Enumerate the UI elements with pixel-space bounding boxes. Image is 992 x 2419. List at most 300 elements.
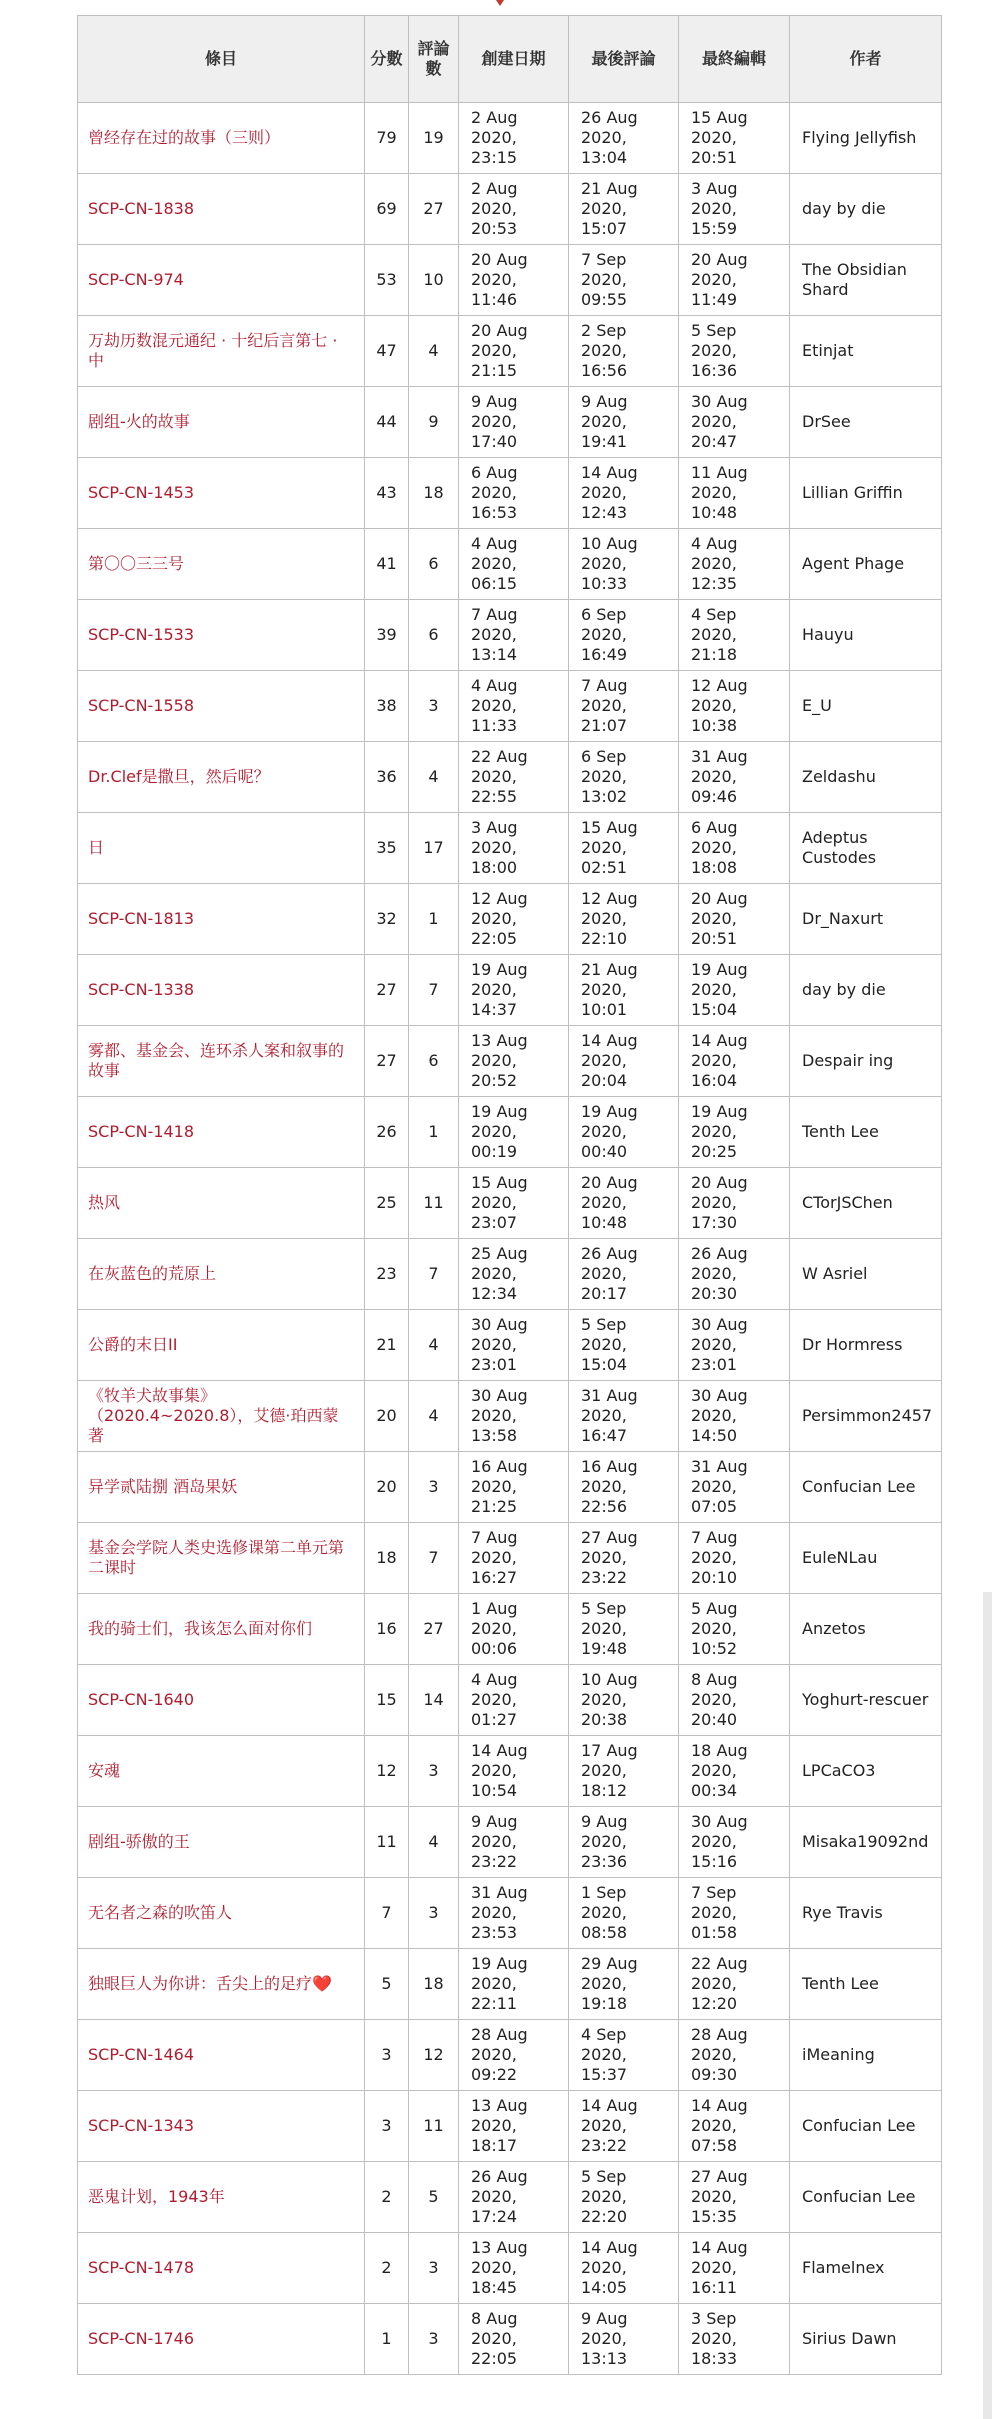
comments-cell: 11 bbox=[409, 2091, 459, 2162]
score-cell: 25 bbox=[365, 1168, 409, 1239]
last-edit-date-cell: 22 Aug 2020, 12:20 bbox=[679, 1949, 790, 2020]
last-comment-date-cell: 14 Aug 2020, 14:05 bbox=[569, 2233, 679, 2304]
page-title-link[interactable]: SCP-CN-1558 bbox=[88, 696, 195, 715]
last-edit-date-cell: 11 Aug 2020, 10:48 bbox=[679, 458, 790, 529]
created-date-cell: 31 Aug 2020, 23:53 bbox=[459, 1878, 569, 1949]
score-cell: 7 bbox=[365, 1878, 409, 1949]
score-cell: 26 bbox=[365, 1097, 409, 1168]
score-cell: 5 bbox=[365, 1949, 409, 2020]
score-cell: 38 bbox=[365, 671, 409, 742]
comments-cell: 19 bbox=[409, 103, 459, 174]
title-cell bbox=[78, 387, 365, 458]
author-cell: Etinjat bbox=[790, 316, 942, 387]
table-row bbox=[78, 1736, 942, 1807]
comments-cell: 27 bbox=[409, 174, 459, 245]
table-row bbox=[78, 1097, 942, 1168]
title-cell bbox=[78, 1310, 365, 1381]
page-title-link[interactable]: SCP-CN-1464 bbox=[88, 2045, 195, 2064]
col-header-score[interactable]: 分數 bbox=[365, 16, 409, 103]
comments-cell: 1 bbox=[409, 1097, 459, 1168]
score-cell: 47 bbox=[365, 316, 409, 387]
created-date-cell: 28 Aug 2020, 09:22 bbox=[459, 2020, 569, 2091]
comments-cell: 9 bbox=[409, 387, 459, 458]
author-cell: EuleNLau bbox=[790, 1523, 942, 1594]
created-date-cell: 20 Aug 2020, 21:15 bbox=[459, 316, 569, 387]
score-cell: 23 bbox=[365, 1239, 409, 1310]
col-header-created[interactable]: 創建日期 bbox=[459, 16, 569, 103]
created-date-cell: 30 Aug 2020, 13:58 bbox=[459, 1381, 569, 1452]
title-cell bbox=[78, 2091, 365, 2162]
last-edit-date-cell: 4 Aug 2020, 12:35 bbox=[679, 529, 790, 600]
score-cell: 27 bbox=[365, 955, 409, 1026]
table-row bbox=[78, 1949, 942, 2020]
score-cell: 2 bbox=[365, 2162, 409, 2233]
comments-cell: 10 bbox=[409, 245, 459, 316]
score-cell: 43 bbox=[365, 458, 409, 529]
table-row bbox=[78, 1310, 942, 1381]
page-title-link[interactable]: SCP-CN-1838 bbox=[88, 199, 195, 218]
author-cell: Agent Phage bbox=[790, 529, 942, 600]
comments-cell: 7 bbox=[409, 1239, 459, 1310]
author-cell: Flamelnex bbox=[790, 2233, 942, 2304]
last-edit-date-cell: 7 Sep 2020, 01:58 bbox=[679, 1878, 790, 1949]
table-row bbox=[78, 103, 942, 174]
page-title-link[interactable]: 日 bbox=[88, 838, 105, 857]
table-row bbox=[78, 1665, 942, 1736]
last-edit-date-cell: 19 Aug 2020, 15:04 bbox=[679, 955, 790, 1026]
table-row bbox=[78, 1878, 942, 1949]
page-title-link[interactable]: 在灰蓝色的荒原上 bbox=[88, 1264, 217, 1283]
page-title-link[interactable]: 《牧羊犬故事集》（2020.4~2020.8），艾德·珀西蒙著 bbox=[88, 1386, 339, 1445]
title-cell bbox=[78, 316, 365, 387]
last-edit-date-cell: 3 Sep 2020, 18:33 bbox=[679, 2304, 790, 2375]
col-header-last-edit[interactable]: 最終編輯 bbox=[679, 16, 790, 103]
title-cell bbox=[78, 671, 365, 742]
created-date-cell: 25 Aug 2020, 12:34 bbox=[459, 1239, 569, 1310]
author-cell: day by die bbox=[790, 174, 942, 245]
score-cell: 79 bbox=[365, 103, 409, 174]
page-title-link[interactable]: 恶鬼计划，1943年 bbox=[88, 2187, 225, 2206]
last-edit-date-cell: 27 Aug 2020, 15:35 bbox=[679, 2162, 790, 2233]
title-cell bbox=[78, 955, 365, 1026]
created-date-cell: 4 Aug 2020, 01:27 bbox=[459, 1665, 569, 1736]
last-edit-date-cell: 31 Aug 2020, 09:46 bbox=[679, 742, 790, 813]
table-row bbox=[78, 1168, 942, 1239]
comments-cell: 4 bbox=[409, 1807, 459, 1878]
page-title-link[interactable]: 异学贰陆捌 酒岛果妖 bbox=[88, 1477, 238, 1496]
last-edit-date-cell: 14 Aug 2020, 16:11 bbox=[679, 2233, 790, 2304]
title-cell bbox=[78, 1807, 365, 1878]
comments-cell: 3 bbox=[409, 1736, 459, 1807]
score-cell: 21 bbox=[365, 1310, 409, 1381]
last-comment-date-cell: 9 Aug 2020, 19:41 bbox=[569, 387, 679, 458]
last-edit-date-cell: 30 Aug 2020, 23:01 bbox=[679, 1310, 790, 1381]
last-comment-date-cell: 21 Aug 2020, 10:01 bbox=[569, 955, 679, 1026]
author-cell: Adeptus Custodes bbox=[790, 813, 942, 884]
page-title-link[interactable]: 安魂 bbox=[88, 1761, 121, 1780]
title-cell bbox=[78, 245, 365, 316]
page-title-link[interactable]: SCP-CN-974 bbox=[88, 270, 184, 289]
score-cell: 35 bbox=[365, 813, 409, 884]
created-date-cell: 19 Aug 2020, 00:19 bbox=[459, 1097, 569, 1168]
table-row bbox=[78, 2304, 942, 2375]
comments-cell: 7 bbox=[409, 1523, 459, 1594]
comments-cell: 12 bbox=[409, 2020, 459, 2091]
score-cell: 32 bbox=[365, 884, 409, 955]
author-cell: W Asriel bbox=[790, 1239, 942, 1310]
page-title-link[interactable]: SCP-CN-1746 bbox=[88, 2329, 195, 2348]
last-edit-date-cell: 26 Aug 2020, 20:30 bbox=[679, 1239, 790, 1310]
author-cell: Dr Hormress bbox=[790, 1310, 942, 1381]
page-title-link[interactable]: SCP-CN-1418 bbox=[88, 1122, 195, 1141]
title-cell bbox=[78, 600, 365, 671]
comments-cell: 18 bbox=[409, 458, 459, 529]
page-title-link[interactable]: SCP-CN-1640 bbox=[88, 1690, 195, 1709]
last-edit-date-cell: 4 Sep 2020, 21:18 bbox=[679, 600, 790, 671]
title-cell bbox=[78, 103, 365, 174]
last-comment-date-cell: 27 Aug 2020, 23:22 bbox=[569, 1523, 679, 1594]
page-title-link[interactable]: SCP-CN-1338 bbox=[88, 980, 195, 999]
last-comment-date-cell: 15 Aug 2020, 02:51 bbox=[569, 813, 679, 884]
author-cell: Zeldashu bbox=[790, 742, 942, 813]
score-cell: 53 bbox=[365, 245, 409, 316]
author-cell: Confucian Lee bbox=[790, 2162, 942, 2233]
score-cell: 41 bbox=[365, 529, 409, 600]
title-cell bbox=[78, 1736, 365, 1807]
last-edit-date-cell: 20 Aug 2020, 17:30 bbox=[679, 1168, 790, 1239]
last-comment-date-cell: 9 Aug 2020, 23:36 bbox=[569, 1807, 679, 1878]
table-row bbox=[78, 1239, 942, 1310]
score-cell: 18 bbox=[365, 1523, 409, 1594]
last-edit-date-cell: 14 Aug 2020, 07:58 bbox=[679, 2091, 790, 2162]
author-cell: Tenth Lee bbox=[790, 1097, 942, 1168]
table-row bbox=[78, 316, 942, 387]
last-comment-date-cell: 21 Aug 2020, 15:07 bbox=[569, 174, 679, 245]
created-date-cell: 30 Aug 2020, 23:01 bbox=[459, 1310, 569, 1381]
score-cell: 44 bbox=[365, 387, 409, 458]
title-cell bbox=[78, 742, 365, 813]
last-edit-date-cell: 30 Aug 2020, 15:16 bbox=[679, 1807, 790, 1878]
comments-cell: 6 bbox=[409, 529, 459, 600]
comments-cell: 3 bbox=[409, 1452, 459, 1523]
created-date-cell: 2 Aug 2020, 23:15 bbox=[459, 103, 569, 174]
last-comment-date-cell: 5 Sep 2020, 22:20 bbox=[569, 2162, 679, 2233]
scrollbar-track[interactable] bbox=[983, 1592, 992, 2419]
last-comment-date-cell: 9 Aug 2020, 13:13 bbox=[569, 2304, 679, 2375]
created-date-cell: 6 Aug 2020, 16:53 bbox=[459, 458, 569, 529]
created-date-cell: 4 Aug 2020, 06:15 bbox=[459, 529, 569, 600]
title-cell bbox=[78, 1168, 365, 1239]
last-comment-date-cell: 1 Sep 2020, 08:58 bbox=[569, 1878, 679, 1949]
table-row bbox=[78, 1452, 942, 1523]
title-cell bbox=[78, 1381, 365, 1452]
table-row bbox=[78, 742, 942, 813]
table-row bbox=[78, 600, 942, 671]
title-cell bbox=[78, 1878, 365, 1949]
author-cell: LPCaCO3 bbox=[790, 1736, 942, 1807]
comments-cell: 6 bbox=[409, 600, 459, 671]
last-comment-date-cell: 14 Aug 2020, 20:04 bbox=[569, 1026, 679, 1097]
table-row bbox=[78, 813, 942, 884]
created-date-cell: 4 Aug 2020, 11:33 bbox=[459, 671, 569, 742]
author-cell: E_U bbox=[790, 671, 942, 742]
last-edit-date-cell: 14 Aug 2020, 16:04 bbox=[679, 1026, 790, 1097]
top-arrow-icon bbox=[496, 0, 504, 6]
created-date-cell: 8 Aug 2020, 22:05 bbox=[459, 2304, 569, 2375]
comments-cell: 18 bbox=[409, 1949, 459, 2020]
page-title-link[interactable]: 剧组-骄傲的王 bbox=[88, 1832, 190, 1851]
created-date-cell: 13 Aug 2020, 18:17 bbox=[459, 2091, 569, 2162]
author-cell: Hauyu bbox=[790, 600, 942, 671]
score-cell: 20 bbox=[365, 1452, 409, 1523]
author-cell: Flying Jellyfish bbox=[790, 103, 942, 174]
table-row bbox=[78, 671, 942, 742]
table-row bbox=[78, 174, 942, 245]
table-body bbox=[78, 103, 942, 2375]
score-cell: 27 bbox=[365, 1026, 409, 1097]
comments-cell: 3 bbox=[409, 2233, 459, 2304]
last-edit-date-cell: 20 Aug 2020, 11:49 bbox=[679, 245, 790, 316]
last-edit-date-cell: 5 Aug 2020, 10:52 bbox=[679, 1594, 790, 1665]
title-cell bbox=[78, 1239, 365, 1310]
author-cell: Persimmon2457 bbox=[790, 1381, 942, 1452]
last-comment-date-cell: 2 Sep 2020, 16:56 bbox=[569, 316, 679, 387]
page-title-link[interactable]: 公爵的末日II bbox=[88, 1335, 178, 1354]
last-edit-date-cell: 20 Aug 2020, 20:51 bbox=[679, 884, 790, 955]
created-date-cell: 3 Aug 2020, 18:00 bbox=[459, 813, 569, 884]
author-cell: Despair ing bbox=[790, 1026, 942, 1097]
title-cell bbox=[78, 1452, 365, 1523]
table-row bbox=[78, 884, 942, 955]
last-comment-date-cell: 31 Aug 2020, 16:47 bbox=[569, 1381, 679, 1452]
last-edit-date-cell: 5 Sep 2020, 16:36 bbox=[679, 316, 790, 387]
table-row bbox=[78, 1523, 942, 1594]
author-cell: Misaka19092nd bbox=[790, 1807, 942, 1878]
page-title-link[interactable]: 第〇〇三三号 bbox=[88, 554, 185, 573]
created-date-cell: 1 Aug 2020, 00:06 bbox=[459, 1594, 569, 1665]
author-cell: day by die bbox=[790, 955, 942, 1026]
table-row bbox=[78, 1594, 942, 1665]
created-date-cell: 13 Aug 2020, 18:45 bbox=[459, 2233, 569, 2304]
col-header-author[interactable]: 作者 bbox=[790, 16, 942, 103]
title-cell bbox=[78, 1097, 365, 1168]
table-row bbox=[78, 245, 942, 316]
last-comment-date-cell: 19 Aug 2020, 00:40 bbox=[569, 1097, 679, 1168]
page-title-link[interactable]: 剧组-火的故事 bbox=[88, 412, 190, 431]
title-cell bbox=[78, 2162, 365, 2233]
comments-cell: 11 bbox=[409, 1168, 459, 1239]
page-title-link[interactable]: 雾都、基金会、连环杀人案和叙事的故事 bbox=[88, 1041, 345, 1080]
page-title-link[interactable]: Dr.Clef是撒旦，然后呢？ bbox=[88, 767, 270, 786]
created-date-cell: 13 Aug 2020, 20:52 bbox=[459, 1026, 569, 1097]
created-date-cell: 9 Aug 2020, 23:22 bbox=[459, 1807, 569, 1878]
last-edit-date-cell: 31 Aug 2020, 07:05 bbox=[679, 1452, 790, 1523]
comments-cell: 4 bbox=[409, 1310, 459, 1381]
created-date-cell: 22 Aug 2020, 22:55 bbox=[459, 742, 569, 813]
page-title-link[interactable]: 基金会学院人类史选修课第二单元第二课时 bbox=[88, 1538, 345, 1577]
comments-cell: 1 bbox=[409, 884, 459, 955]
last-comment-date-cell: 20 Aug 2020, 10:48 bbox=[569, 1168, 679, 1239]
last-comment-date-cell: 6 Sep 2020, 16:49 bbox=[569, 600, 679, 671]
last-comment-date-cell: 7 Aug 2020, 21:07 bbox=[569, 671, 679, 742]
author-cell: Dr_Naxurt bbox=[790, 884, 942, 955]
page-title-link[interactable]: SCP-CN-1813 bbox=[88, 909, 195, 928]
created-date-cell: 16 Aug 2020, 21:25 bbox=[459, 1452, 569, 1523]
last-edit-date-cell: 18 Aug 2020, 00:34 bbox=[679, 1736, 790, 1807]
created-date-cell: 15 Aug 2020, 23:07 bbox=[459, 1168, 569, 1239]
last-edit-date-cell: 3 Aug 2020, 15:59 bbox=[679, 174, 790, 245]
page-title-link[interactable]: SCP-CN-1533 bbox=[88, 625, 195, 644]
title-cell bbox=[78, 884, 365, 955]
col-header-last-comment[interactable]: 最後評論 bbox=[569, 16, 679, 103]
table-row bbox=[78, 458, 942, 529]
comments-cell: 17 bbox=[409, 813, 459, 884]
page-title-link[interactable]: 曾经存在过的故事（三则） bbox=[88, 128, 281, 147]
title-cell bbox=[78, 813, 365, 884]
created-date-cell: 19 Aug 2020, 14:37 bbox=[459, 955, 569, 1026]
comments-cell: 4 bbox=[409, 742, 459, 813]
last-comment-date-cell: 12 Aug 2020, 22:10 bbox=[569, 884, 679, 955]
author-cell: Yoghurt-rescuer bbox=[790, 1665, 942, 1736]
comments-cell: 6 bbox=[409, 1026, 459, 1097]
score-cell: 3 bbox=[365, 2091, 409, 2162]
table-header-row bbox=[78, 16, 942, 103]
title-cell bbox=[78, 2020, 365, 2091]
created-date-cell: 20 Aug 2020, 11:46 bbox=[459, 245, 569, 316]
col-header-comments[interactable]: 評論數 bbox=[409, 16, 459, 103]
last-comment-date-cell: 10 Aug 2020, 20:38 bbox=[569, 1665, 679, 1736]
last-edit-date-cell: 19 Aug 2020, 20:25 bbox=[679, 1097, 790, 1168]
title-cell bbox=[78, 1523, 365, 1594]
title-cell bbox=[78, 1026, 365, 1097]
comments-cell: 3 bbox=[409, 1878, 459, 1949]
author-cell: Rye Travis bbox=[790, 1878, 942, 1949]
page-title-link[interactable]: SCP-CN-1453 bbox=[88, 483, 195, 502]
last-comment-date-cell: 16 Aug 2020, 22:56 bbox=[569, 1452, 679, 1523]
table-row bbox=[78, 1807, 942, 1878]
last-edit-date-cell: 15 Aug 2020, 20:51 bbox=[679, 103, 790, 174]
score-cell: 1 bbox=[365, 2304, 409, 2375]
table-row bbox=[78, 2020, 942, 2091]
last-comment-date-cell: 5 Sep 2020, 19:48 bbox=[569, 1594, 679, 1665]
title-cell bbox=[78, 174, 365, 245]
last-edit-date-cell: 12 Aug 2020, 10:38 bbox=[679, 671, 790, 742]
table-row bbox=[78, 955, 942, 1026]
page-title-link[interactable]: 我的骑士们，我该怎么面对你们 bbox=[88, 1619, 313, 1638]
table-row bbox=[78, 387, 942, 458]
comments-cell: 5 bbox=[409, 2162, 459, 2233]
comments-cell: 27 bbox=[409, 1594, 459, 1665]
last-comment-date-cell: 14 Aug 2020, 23:22 bbox=[569, 2091, 679, 2162]
author-cell: DrSee bbox=[790, 387, 942, 458]
last-edit-date-cell: 7 Aug 2020, 20:10 bbox=[679, 1523, 790, 1594]
created-date-cell: 9 Aug 2020, 17:40 bbox=[459, 387, 569, 458]
created-date-cell: 26 Aug 2020, 17:24 bbox=[459, 2162, 569, 2233]
author-cell: The Obsidian Shard bbox=[790, 245, 942, 316]
page-title-link[interactable]: SCP-CN-1478 bbox=[88, 2258, 195, 2277]
score-cell: 12 bbox=[365, 1736, 409, 1807]
title-cell bbox=[78, 2304, 365, 2375]
author-cell: CTorJSChen bbox=[790, 1168, 942, 1239]
last-comment-date-cell: 10 Aug 2020, 10:33 bbox=[569, 529, 679, 600]
table-row bbox=[78, 1026, 942, 1097]
last-comment-date-cell: 29 Aug 2020, 19:18 bbox=[569, 1949, 679, 2020]
title-cell bbox=[78, 529, 365, 600]
score-cell: 15 bbox=[365, 1665, 409, 1736]
score-cell: 39 bbox=[365, 600, 409, 671]
title-cell bbox=[78, 458, 365, 529]
table-row bbox=[78, 529, 942, 600]
last-edit-date-cell: 30 Aug 2020, 14:50 bbox=[679, 1381, 790, 1452]
score-cell: 20 bbox=[365, 1381, 409, 1452]
score-cell: 16 bbox=[365, 1594, 409, 1665]
score-cell: 11 bbox=[365, 1807, 409, 1878]
last-edit-date-cell: 30 Aug 2020, 20:47 bbox=[679, 387, 790, 458]
author-cell: Confucian Lee bbox=[790, 2091, 942, 2162]
comments-cell: 14 bbox=[409, 1665, 459, 1736]
title-cell bbox=[78, 1949, 365, 2020]
last-edit-date-cell: 6 Aug 2020, 18:08 bbox=[679, 813, 790, 884]
comments-cell: 4 bbox=[409, 316, 459, 387]
author-cell: Confucian Lee bbox=[790, 1452, 942, 1523]
last-comment-date-cell: 17 Aug 2020, 18:12 bbox=[569, 1736, 679, 1807]
page-title-link[interactable]: 独眼巨人为你讲：舌尖上的足疗❤️ bbox=[88, 1974, 332, 1993]
score-cell: 36 bbox=[365, 742, 409, 813]
page-title-link[interactable]: 热风 bbox=[88, 1193, 121, 1212]
created-date-cell: 7 Aug 2020, 16:27 bbox=[459, 1523, 569, 1594]
created-date-cell: 12 Aug 2020, 22:05 bbox=[459, 884, 569, 955]
score-cell: 2 bbox=[365, 2233, 409, 2304]
page-title-link[interactable]: 万劫历数混元通纪 · 十纪后言第七 · 中 bbox=[88, 331, 338, 370]
last-comment-date-cell: 14 Aug 2020, 12:43 bbox=[569, 458, 679, 529]
table-row bbox=[78, 1381, 942, 1452]
last-comment-date-cell: 5 Sep 2020, 15:04 bbox=[569, 1310, 679, 1381]
author-cell: Sirius Dawn bbox=[790, 2304, 942, 2375]
last-edit-date-cell: 28 Aug 2020, 09:30 bbox=[679, 2020, 790, 2091]
last-comment-date-cell: 26 Aug 2020, 13:04 bbox=[569, 103, 679, 174]
last-edit-date-cell: 8 Aug 2020, 20:40 bbox=[679, 1665, 790, 1736]
comments-cell: 7 bbox=[409, 955, 459, 1026]
title-cell bbox=[78, 1594, 365, 1665]
table-row bbox=[78, 2091, 942, 2162]
author-cell: Anzetos bbox=[790, 1594, 942, 1665]
score-cell: 69 bbox=[365, 174, 409, 245]
col-header-title[interactable]: 條目 bbox=[78, 16, 365, 103]
score-cell: 3 bbox=[365, 2020, 409, 2091]
last-comment-date-cell: 4 Sep 2020, 15:37 bbox=[569, 2020, 679, 2091]
table-row bbox=[78, 2162, 942, 2233]
page-title-link[interactable]: 无名者之森的吹笛人 bbox=[88, 1903, 233, 1922]
created-date-cell: 7 Aug 2020, 13:14 bbox=[459, 600, 569, 671]
comments-cell: 3 bbox=[409, 2304, 459, 2375]
created-date-cell: 14 Aug 2020, 10:54 bbox=[459, 1736, 569, 1807]
last-comment-date-cell: 26 Aug 2020, 20:17 bbox=[569, 1239, 679, 1310]
author-cell: Lillian Griffin bbox=[790, 458, 942, 529]
created-date-cell: 2 Aug 2020, 20:53 bbox=[459, 174, 569, 245]
table-row bbox=[78, 2233, 942, 2304]
comments-cell: 4 bbox=[409, 1381, 459, 1452]
title-cell bbox=[78, 1665, 365, 1736]
created-date-cell: 19 Aug 2020, 22:11 bbox=[459, 1949, 569, 2020]
last-comment-date-cell: 7 Sep 2020, 09:55 bbox=[569, 245, 679, 316]
last-comment-date-cell: 6 Sep 2020, 13:02 bbox=[569, 742, 679, 813]
author-cell: iMeaning bbox=[790, 2020, 942, 2091]
page-title-link[interactable]: SCP-CN-1343 bbox=[88, 2116, 195, 2135]
author-cell: Tenth Lee bbox=[790, 1949, 942, 2020]
comments-cell: 3 bbox=[409, 671, 459, 742]
pages-table bbox=[77, 15, 942, 2375]
title-cell bbox=[78, 2233, 365, 2304]
